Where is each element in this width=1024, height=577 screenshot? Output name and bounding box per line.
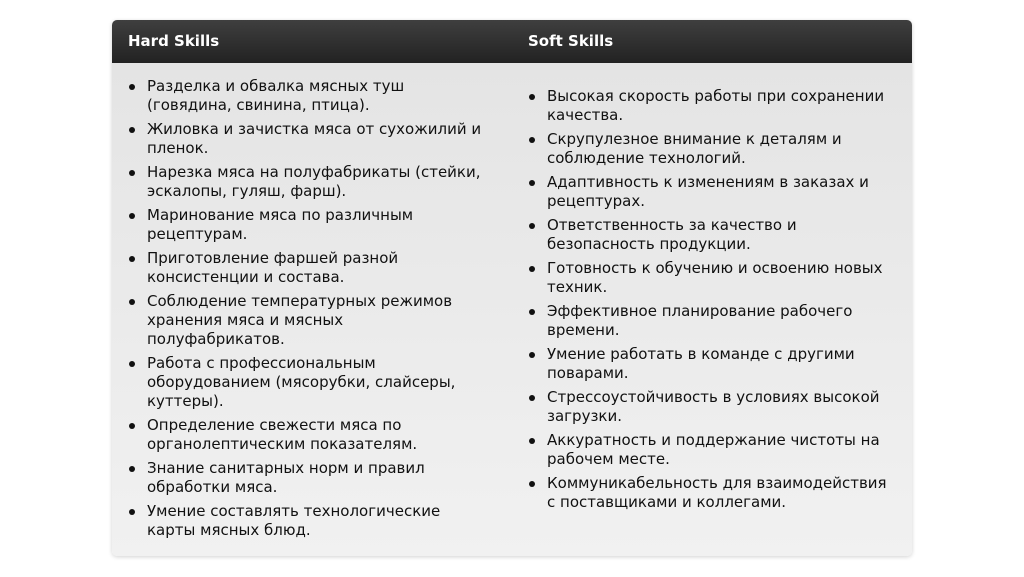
list-item: Адаптивность к изменениям в заказах и рецептурах.	[512, 173, 892, 211]
list-item: Эффективное планирование рабочего времени.	[512, 302, 892, 340]
list-item: Соблюдение температурных режимов хранения мяса и мясных полуфабрикатов.	[112, 292, 482, 349]
list-item: Разделка и обвалка мясных туш (говядина, свинина, птица).	[112, 77, 482, 115]
list-item: Определение свежести мяса по органолептическим показателям.	[112, 416, 482, 454]
list-item: Маринование мяса по различным рецептурам.	[112, 206, 482, 244]
soft-skills-heading: Soft Skills	[528, 32, 614, 50]
soft-skills-list	[512, 87, 892, 517]
list-item: Стрессоустойчивость в условиях высокой загрузки.	[512, 388, 892, 426]
list-item: Нарезка мяса на полуфабрикаты (стейки, эскалопы, гуляш, фарш).	[112, 163, 482, 201]
list-item: Ответственность за качество и безопасность продукции.	[512, 216, 892, 254]
hard-skills-list	[112, 77, 482, 545]
list-item: Готовность к обучению и освоению новых техник.	[512, 259, 892, 297]
list-item: Аккуратность и поддержание чистоты на рабочем месте.	[512, 431, 892, 469]
list-item: Жиловка и зачистка мяса от сухожилий и пленок.	[112, 120, 482, 158]
list-item: Приготовление фаршей разной консистенции и состава.	[112, 249, 482, 287]
list-item: Умение составлять технологические карты мясных блюд.	[112, 502, 482, 540]
list-item: Умение работать в команде с другими поварами.	[512, 345, 892, 383]
table-header	[112, 20, 912, 63]
hard-skills-heading: Hard Skills	[128, 32, 220, 50]
skills-table	[112, 20, 912, 556]
list-item: Работа с профессиональным оборудованием (мясорубки, слайсеры, куттеры).	[112, 354, 482, 411]
list-item: Высокая скорость работы при сохранении качества.	[512, 87, 892, 125]
list-item: Скрупулезное внимание к деталям и соблюдение технологий.	[512, 130, 892, 168]
list-item: Коммуникабельность для взаимодействия с поставщиками и коллегами.	[512, 474, 892, 512]
list-item: Знание санитарных норм и правил обработки мяса.	[112, 459, 482, 497]
